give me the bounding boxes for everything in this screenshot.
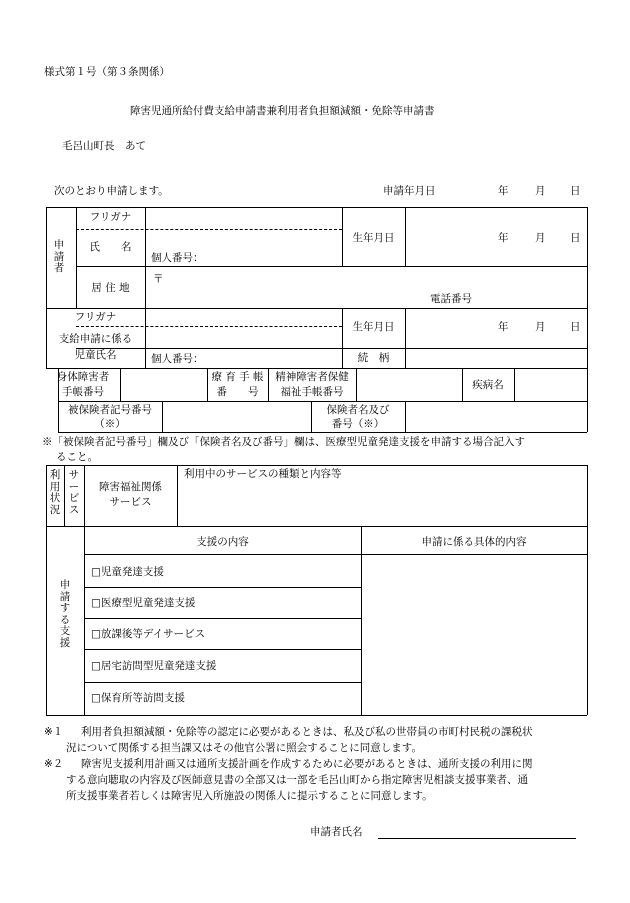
usage-content-label: 利用中のサービスの種類と内容等 [184,468,342,480]
support-item-child-development[interactable]: □児童発達支援 [91,566,164,578]
applicant-birth-day: 日 [570,232,581,244]
note2-line-3: 所支援事業者若しくは障害児入所施設の関係人に提示することに同意します。 [66,790,433,802]
insurer-label-2: 番号（※） [331,418,385,430]
applicant-birth-month: 月 [535,232,546,244]
insured-number-label-2: （※） [94,418,126,430]
note1-line-2: 況について関係する担当課又はその他官公署に照会することに同意します。 [66,742,422,754]
child-name-label-1: 支給申請に係る [58,333,133,345]
applicant-section-label: 申請者 [53,239,65,275]
signature-label: 申請者氏名 [310,826,363,838]
child-birth-month: 月 [535,321,546,333]
applicant-birth-label: 生年月日 [352,232,395,244]
note2-line-2: する意向聴取の内容及び医師意見書の全部又は一部を毛呂山町から指定障害児相談支援事業者、通 [66,774,528,786]
applicant-furigana-label: フリガナ [89,211,132,223]
support-section-label: 申請する支援 [59,579,71,649]
support-detail-header: 申請に係る具体的内容 [421,536,527,548]
date-day-unit: 日 [570,185,581,197]
insurer-label-1: 保険者名及び [326,404,390,416]
rehab-handbook-label-1: 療 育 手 帳 [211,371,264,383]
support-item-medical-child-development[interactable]: □医療型児童発達支援 [91,597,196,609]
physical-handbook-label-2: 手帳番号 [62,386,104,398]
intro-text: 次のとおり申請します。 [54,185,169,197]
phone-label: 電話番号 [430,293,472,305]
postal-mark: 〒 [153,273,164,285]
note1-mark: ※１ [44,726,64,738]
support-item-nursery-visit-support[interactable]: □保育所等訪問支援 [91,692,185,704]
support-item-after-school-day-service[interactable]: □放課後等デイサービス [91,628,206,640]
note1-line-1: 利用者負担額減額・免除等の認定に必要があるときは、私及び私の世帯員の市町村民税の課税状 [81,726,533,738]
support-content-header: 支援の内容 [196,536,249,548]
insurance-note-line-2: ること。 [56,451,98,463]
form-number: 様式第１号（第３条関係） [44,66,170,78]
application-date-label: 申請年月日 [383,185,436,197]
applicant-personal-number-label: 個人番号： [151,252,204,264]
welfare-service-label-2: サービス [109,496,152,508]
mental-handbook-label-1: 精神障害者保健 [275,371,349,383]
child-birth-year: 年 [498,321,509,333]
applicant-name-label: 氏 名 [89,241,132,253]
child-name-label-2: 児童氏名 [74,349,117,361]
insured-number-label-1: 被保険者記号番号 [68,404,152,416]
document-title: 障害児通所給付費支給申請書兼利用者負担額減額・免除等申請書 [130,105,435,117]
note2-mark: ※２ [44,758,64,770]
applicant-birth-year: 年 [498,232,509,244]
disease-label: 疾病名 [472,379,504,391]
child-relation-label: 続 柄 [357,352,390,364]
insurance-note-line-1: ※「被保険者記号番号」欄及び「保険者名及び番号」欄は、医療型児童発達支援を申請する場合記入す [42,436,525,448]
child-birth-day: 日 [570,321,581,333]
support-item-home-visit-child-development[interactable]: □居宅訪問型児童発達支援 [91,660,217,672]
mental-handbook-label-2: 福祉手帳番号 [280,386,344,398]
physical-handbook-label-1: 身体障害者 [56,371,110,383]
child-furigana-label: フリガナ [74,311,117,323]
date-month-unit: 月 [535,185,546,197]
addressee: 毛呂山町長 あて [62,140,146,152]
child-personal-number-label: 個人番号： [151,353,204,365]
welfare-service-label-1: 障害福祉関係 [99,481,162,493]
applicant-address-label: 居 住 地 [91,282,130,294]
rehab-handbook-label-2: 番 号 [216,386,259,398]
child-birth-label: 生年月日 [352,321,395,333]
date-year-unit: 年 [498,185,509,197]
usage-service-label: サービス [68,469,80,516]
signature-line[interactable] [378,838,576,839]
note2-line-1: 障害児支援利用計画又は通所支援計画を作成するために必要があるときは、通所支援の利用に関 [81,758,533,770]
usage-status-label: 利用状況 [49,469,61,516]
